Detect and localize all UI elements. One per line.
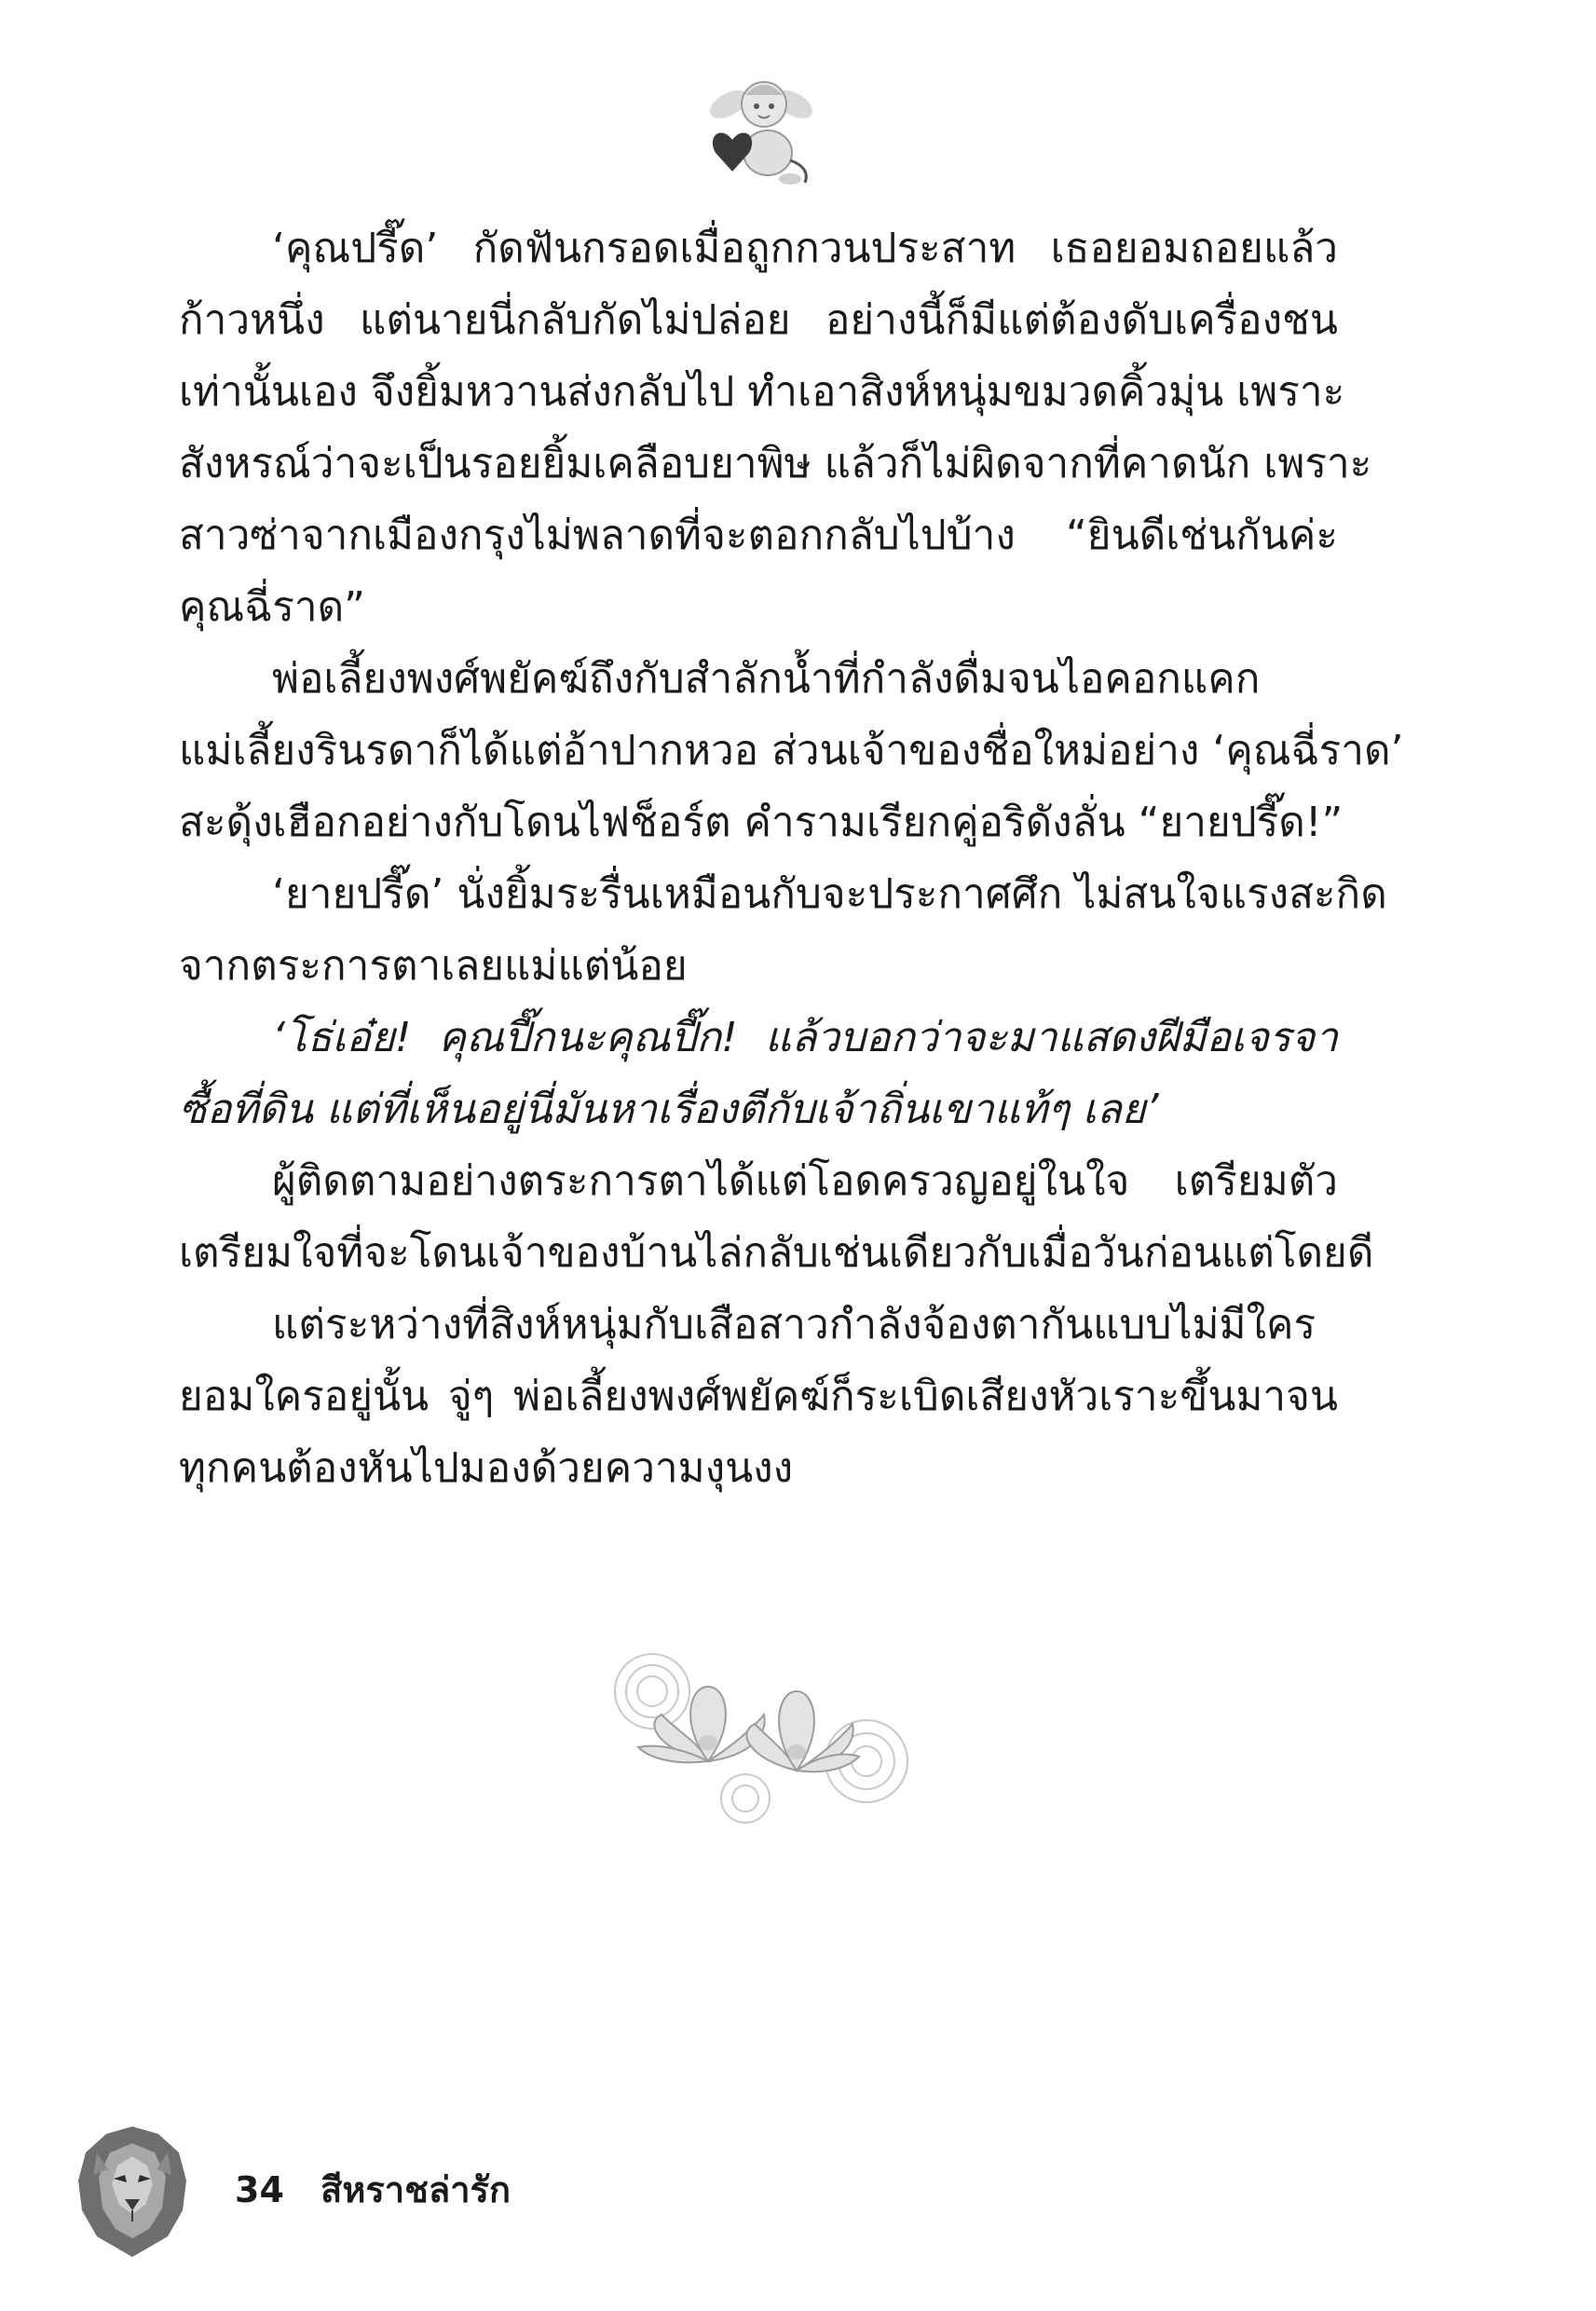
text-line: แต่ระหว่างที่สิงห์หนุ่มกับเสือสาวกำลังจ้องตากันแบบไม่มีใคร [272, 1301, 1316, 1348]
text-line: เท่านั้นเอง จึงยิ้มหวานส่งกลับไป ทำเอาสิงห์หนุ่มขมวดคิ้วมุ่น เพราะ [179, 368, 1345, 416]
lotus-flowers-icon [606, 1649, 913, 1826]
page-number: 34 [235, 2169, 284, 2210]
text-line: จากตระการตาเลยแม่แต่น้อย [179, 942, 688, 990]
cupid-with-heart-icon [701, 67, 822, 188]
text-line: ทุกคนต้องหันไปมองด้วยความงุนงง [179, 1444, 794, 1492]
paragraph [179, 858, 1387, 1002]
text-line: ‘โธ่เอ๋ย! คุณปี๊กนะคุณปี๊ก! แล้วบอกว่าจะมาแสดงฝีมือเจรจา [272, 1014, 1338, 1061]
text-line: ‘คุณปรี๊ด’ กัดฟันกรอดเมื่อถูกกวนประสาท เธอยอมถอยแล้ว [272, 225, 1338, 272]
text-line: คุณฉี่ราด” [179, 583, 365, 631]
paragraph [179, 643, 1404, 858]
book-title: สีหราชล่ารัก [321, 2169, 511, 2210]
text-line: ยอมใครอยู่นั้น จู่ๆ พ่อเลี้ยงพงศ์พยัคฆ์ก็ระเบิดเสียงหัวเราะขึ้นมาจน [179, 1373, 1338, 1420]
paragraph [179, 212, 1372, 643]
text-line: เตรียมใจที่จะโดนเจ้าของบ้านไล่กลับเช่นเดียวกับเมื่อวันก่อนแต่โดยดี [179, 1229, 1374, 1277]
text-line: ซื้อที่ดิน แต่ที่เห็นอยู่นี่มันหาเรื่องตีกับเจ้าถิ่นเขาแท้ๆ เลย’ [179, 1086, 1159, 1133]
text-line: ก้าวหนึ่ง แต่นายนี่กลับกัดไม่ปล่อย อย่างนี้ก็มีแต่ต้องดับเครื่องชน [179, 296, 1338, 344]
text-line: สังหรณ์ว่าจะเป็นรอยยิ้มเคลือบยาพิษ แล้วก็ไม่ผิดจากที่คาดนัก เพราะ [179, 440, 1372, 487]
text-line: สาวซ่าจากเมืองกรุงไม่พลาดที่จะตอกกลับไปบ้าง “ยินดีเช่นกันค่ะ [179, 512, 1338, 559]
text-line: สะดุ้งเฮือกอย่างกับโดนไฟช็อร์ต คำรามเรียกคู่อริดังลั่น “ยายปรี๊ด!” [179, 799, 1344, 846]
text-line: แม่เลี้ยงรินรดาก็ได้แต่อ้าปากหวอ ส่วนเจ้าของชื่อใหม่อย่าง ‘คุณฉี่ราด’ [179, 727, 1404, 774]
paragraph [179, 1289, 1338, 1504]
lion-head-icon [76, 2125, 188, 2260]
text-line: พ่อเลี้ยงพงศ์พยัคฆ์ถึงกับสำลักน้ำที่กำลังดื่มจนไอคอกแคก [272, 655, 1261, 703]
page-footer [235, 2167, 511, 2213]
paragraph [179, 1145, 1374, 1289]
text-line: ผู้ติดตามอย่างตระการตาได้แต่โอดครวญอยู่ในใจ เตรียมตัว [272, 1157, 1338, 1205]
italic-paragraph [179, 1002, 1338, 1145]
text-line: ‘ยายปรี๊ด’ นั่งยิ้มระรื่นเหมือนกับจะประกาศศึก ไม่สนใจแรงสะกิด [272, 870, 1387, 918]
body-text [179, 212, 1404, 1504]
